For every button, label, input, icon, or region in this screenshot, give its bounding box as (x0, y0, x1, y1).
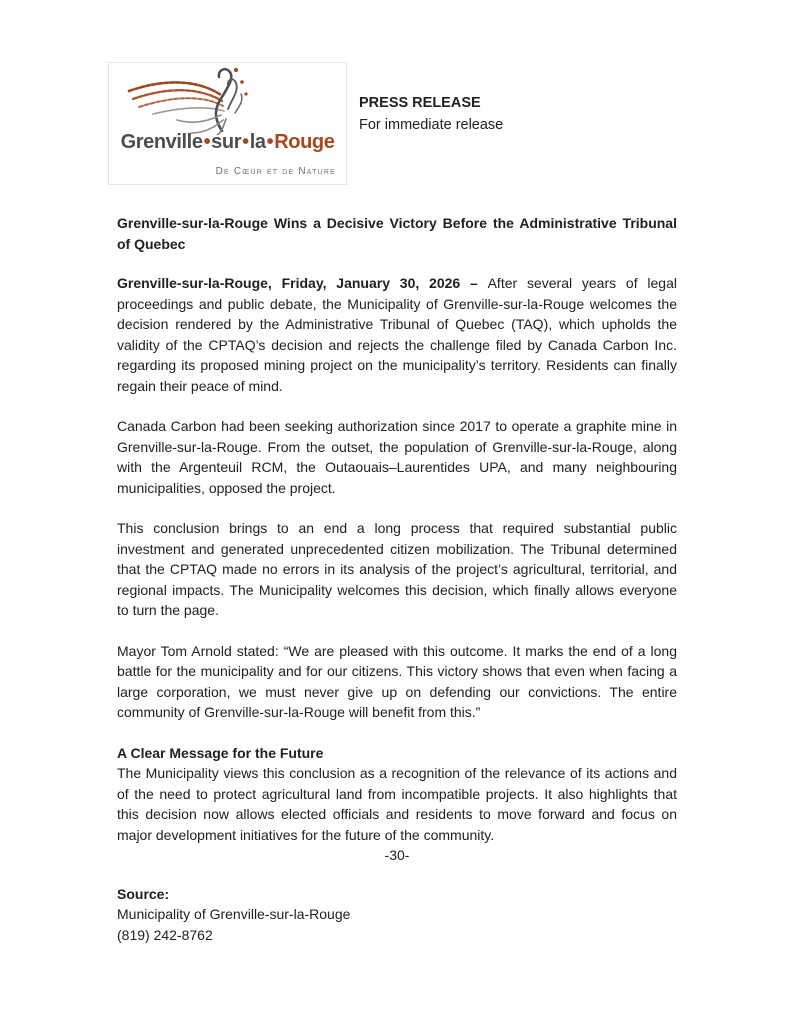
document-body (117, 213, 677, 945)
section-heading: A Clear Message for the Future (117, 744, 324, 761)
paragraph-mayor-quote: Mayor Tom Arnold stated: “We are pleased with this outcome. It marks the end of a long battle for the municipality and for our citizens. This victory shows that even when facing a large corporation, we must never give up on defending our convictions. The entire community of Grenville-sur-la-Rouge will benefit from this.” (117, 642, 677, 720)
paragraph-background: Canada Carbon had been seeking authorization since 2017 to operate a graphite mine in Grenville-sur-la-Rouge. From the outset, the population of Grenville-sur-la-Rouge, along with the Argenteuil RCM, the Outaouais–Laurentides UPA, and many neighbouring municipalities, opposed the project. (117, 418, 677, 496)
press-release-label: PRESS RELEASE (359, 95, 481, 111)
logo-wordmark (109, 131, 346, 154)
source-phone: (819) 242-8762 (117, 926, 213, 943)
wordmark-dot: • (266, 131, 274, 153)
immediate-release-label: For immediate release (359, 117, 504, 133)
source-label: Source: (117, 885, 170, 902)
wordmark-dot: • (203, 131, 211, 153)
logo-tagline: De Cœur et de Nature (215, 166, 336, 177)
paragraph-dateline (117, 273, 677, 396)
wordmark-dot: • (242, 131, 249, 153)
paragraph-future: The Municipality views this conclusion as a recognition of the relevance of its actions and of the need to protect agricultural land from incompatible projects. It also highlights that this decision now allows elected officials and residents to move forward and focus on major development initiatives for the future of the community. (117, 765, 677, 843)
wordmark-rouge: Rouge (274, 131, 335, 153)
wordmark-grenville: Grenville (120, 131, 203, 153)
municipality-logo (108, 62, 347, 185)
source-organization: Municipality of Grenville-sur-la-Rouge (117, 906, 351, 922)
bird-logo-icon (125, 65, 285, 135)
paragraph-text: After several years of legal proceedings and public debate, the Municipality of Grenville-sur-la-Rouge welcomes the decision rendered by the Administrative Tribunal of Quebec (TAQ), which upholds the validity of the CPTAQ’s decision and rejects the challenge filed by Canada Carbon Inc. regarding its proposed mining project on the municipality’s territory. Residents can finally regain their peace of mind. (117, 275, 677, 394)
end-mark: -30- (384, 847, 410, 863)
document-title: Grenville-sur-la-Rouge Wins a Decisive Victory Before the Administrative Tribunal of Quebec (117, 215, 677, 252)
paragraph-conclusion: This conclusion brings to an end a long process that required substantial public investment and generated unprecedented citizen mobilization. The Tribunal determined that the CPTAQ made no errors in its analysis of the project’s agricultural, territorial, and regional impacts. The Municipality welcomes this decision, which finally allows everyone to turn the page. (117, 520, 677, 618)
source-block (117, 884, 677, 946)
wordmark-sur: sur (211, 131, 242, 153)
dateline-lead: Grenville-sur-la-Rouge, Friday, January 30, 2026 – (117, 275, 488, 291)
press-release-header (359, 92, 503, 136)
wordmark-la: la (249, 131, 266, 153)
bird-logo-graphic (125, 65, 285, 135)
